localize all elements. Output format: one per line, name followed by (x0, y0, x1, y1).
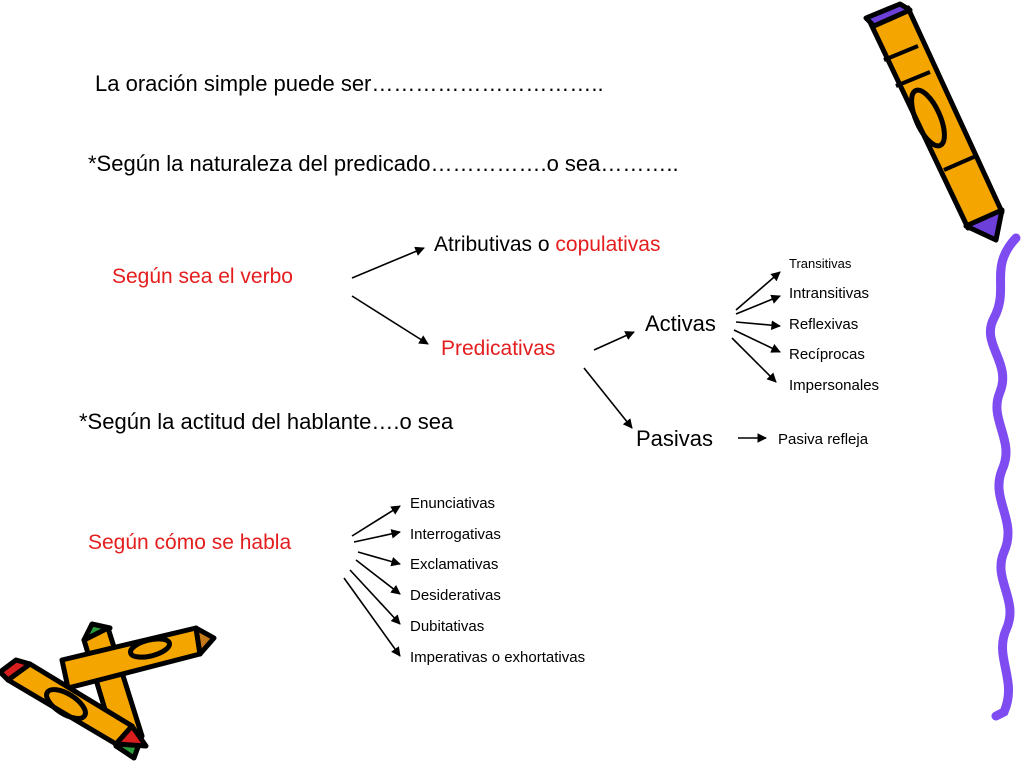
node-pasivas: Pasivas (636, 426, 714, 451)
heading-oracion-simple: La oración simple puede ser………………………….. (95, 71, 604, 96)
heading-naturaleza-predicado: *Según la naturaleza del predicado…………….o sea……….. (88, 151, 679, 176)
node-copulativas: copulativas (555, 233, 661, 256)
label-segun-verbo: Según sea el verbo (112, 265, 293, 288)
node-activas: Activas (645, 311, 716, 336)
arrow-activas-impersonales (732, 338, 776, 382)
arrow-habla-desiderativas (356, 560, 400, 594)
leaf-transitivas: Transitivas (789, 256, 852, 271)
arrow-habla-exclamativas (358, 552, 400, 564)
arrow-verbo-atributivas (352, 248, 424, 278)
leaf-enunciativas: Enunciativas (410, 495, 496, 512)
leaf-interrogativas: Interrogativas (410, 526, 501, 543)
node-predicativas: Predicativas (441, 337, 556, 360)
arrow-activas-reflexivas (736, 322, 780, 326)
leaf-intransitivas: Intransitivas (789, 285, 870, 302)
label-segun-como-habla: Según cómo se habla (88, 531, 292, 554)
heading-actitud-hablante: *Según la actitud del hablante….o sea (79, 409, 454, 434)
node-atributivas (434, 234, 660, 255)
arrow-habla-imperativas (344, 578, 400, 656)
leaf-reflexivas: Reflexivas (789, 316, 859, 333)
leaf-reciprocas: Recíprocas (789, 346, 865, 363)
leaf-pasiva-refleja: Pasiva refleja (778, 431, 869, 448)
leaf-exclamativas: Exclamativas (410, 556, 499, 573)
node-atributivas-prefix: Atributivas o (434, 233, 556, 256)
arrow-verbo-predicativas (352, 296, 428, 344)
leaf-dubitativas: Dubitativas (410, 618, 485, 635)
leaf-desiderativas: Desiderativas (410, 587, 501, 604)
arrow-habla-enunciativas (352, 506, 400, 536)
arrow-predicativas-activas (594, 332, 634, 350)
leaf-imperativas: Imperativas o exhortativas (410, 649, 586, 666)
arrow-habla-interrogativas (354, 532, 400, 542)
arrow-activas-reciprocas (734, 330, 780, 352)
leaf-impersonales: Impersonales (789, 377, 880, 394)
arrow-predicativas-pasivas (584, 368, 632, 428)
